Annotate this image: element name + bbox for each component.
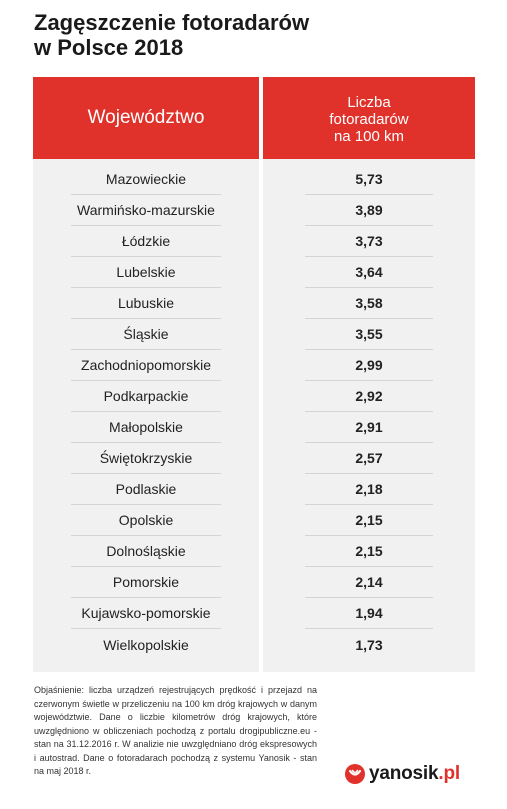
- table-row: [33, 505, 475, 536]
- density-value: 1,94: [305, 598, 433, 629]
- brand-name: [369, 763, 460, 785]
- table-row: [33, 598, 475, 629]
- density-value: 3,55: [305, 319, 433, 350]
- column-header-value: [263, 77, 475, 159]
- table-row: [33, 412, 475, 443]
- yanosik-logo-icon: [345, 764, 365, 784]
- brand-name-text: yanosik: [369, 763, 439, 784]
- title-line-2: w Polsce 2018: [34, 35, 184, 60]
- column-header-value-line-3: na 100 km: [333, 127, 405, 145]
- column-header-value-line-2: fotoradarów: [329, 110, 409, 128]
- page-title: [34, 10, 474, 60]
- table-row: [33, 288, 475, 319]
- density-value: 2,99: [305, 350, 433, 381]
- region-name: Zachodniopomorskie: [71, 350, 221, 381]
- table-row: [33, 381, 475, 412]
- brand-tld: .pl: [438, 763, 460, 784]
- title-line-1: Zagęszczenie fotoradarów: [34, 10, 310, 35]
- region-name: Lubelskie: [71, 257, 221, 288]
- density-value: 2,14: [305, 567, 433, 598]
- table-row: [33, 319, 475, 350]
- column-header-region: [33, 77, 259, 159]
- brand-logo: [345, 763, 460, 785]
- density-value: 3,64: [305, 257, 433, 288]
- table-row: [33, 567, 475, 598]
- density-value: 2,15: [305, 536, 433, 567]
- column-header-value-line-1: Liczba: [347, 93, 391, 111]
- density-value: 5,73: [305, 164, 433, 195]
- density-value: 2,15: [305, 505, 433, 536]
- region-name: Opolskie: [71, 505, 221, 536]
- density-value: 3,89: [305, 195, 433, 226]
- table-row: [33, 257, 475, 288]
- region-name: Świętokrzyskie: [71, 443, 221, 474]
- table-body: [33, 159, 475, 660]
- region-name: Łódzkie: [71, 226, 221, 257]
- table-row: [33, 536, 475, 567]
- region-name: Lubuskie: [71, 288, 221, 319]
- column-header-region-label: Województwo: [87, 107, 205, 128]
- region-name: Podkarpackie: [71, 381, 221, 412]
- density-value: 2,57: [305, 443, 433, 474]
- table-row: [33, 629, 475, 660]
- region-name: Śląskie: [71, 319, 221, 350]
- density-value: 2,91: [305, 412, 433, 443]
- table-row: [33, 350, 475, 381]
- table-row: [33, 195, 475, 226]
- density-value: 3,58: [305, 288, 433, 319]
- region-name: Kujawsko-pomorskie: [71, 598, 221, 629]
- density-value: 2,18: [305, 474, 433, 505]
- region-name: Mazowieckie: [71, 164, 221, 195]
- density-value: 3,73: [305, 226, 433, 257]
- table-row: [33, 474, 475, 505]
- region-name: Pomorskie: [71, 567, 221, 598]
- region-name: Małopolskie: [71, 412, 221, 443]
- density-value: 1,73: [355, 636, 383, 653]
- table-row: [33, 164, 475, 195]
- region-name: Podlaskie: [71, 474, 221, 505]
- footnote: Objaśnienie: liczba urządzeń rejestrujących prędkość i przejazd na czerwonym świetle w przeliczeniu na 100 km dróg krajowych w danym województwie. Dane o liczbie kilometrów dróg krajowych, które uwzględniono w obliczeniach pochodzą z portalu drogipubliczne.eu - stan na 31.12.2016 r. W analizie nie uwzględniano dróg ekspresowych i autostrad. Dane o fotoradarach pochodzą z systemu Yanosik - stan na maj 2018 r.: [34, 685, 317, 776]
- table-row: [33, 226, 475, 257]
- density-table: [33, 77, 475, 672]
- region-name: Wielkopolskie: [103, 636, 189, 653]
- region-name: Dolnośląskie: [71, 536, 221, 567]
- region-name: Warmińsko-mazurskie: [71, 195, 221, 226]
- density-value: 2,92: [305, 381, 433, 412]
- table-row: [33, 443, 475, 474]
